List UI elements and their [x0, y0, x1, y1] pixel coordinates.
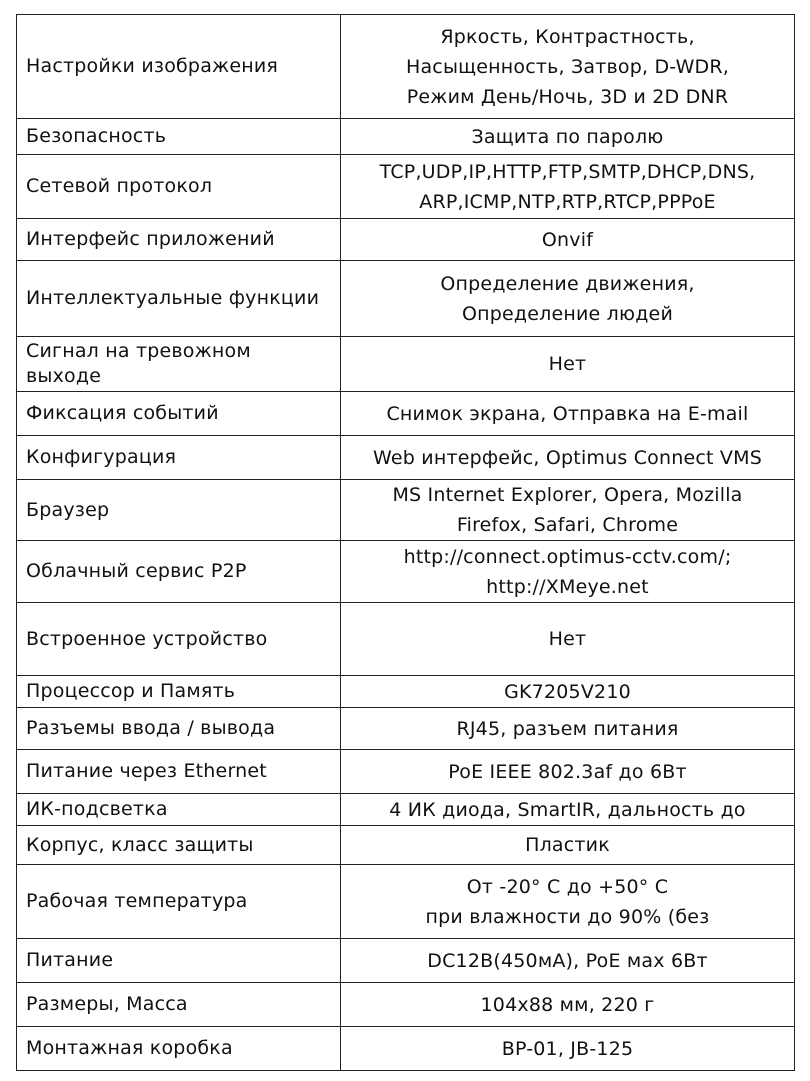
table-row — [17, 337, 795, 392]
row-label: Разъемы ввода / вывода — [17, 708, 341, 750]
row-value — [341, 155, 795, 219]
row-value — [341, 119, 795, 155]
value-line: RJ45, разъем питания — [456, 717, 679, 740]
value-lines — [347, 22, 788, 112]
row-value — [341, 480, 795, 541]
table-row — [17, 983, 795, 1027]
value-line: при влажности до 90% (без — [425, 905, 710, 928]
value-lines — [347, 157, 788, 217]
table-row — [17, 392, 795, 436]
row-label: Размеры, Масса — [17, 983, 341, 1027]
row-value — [341, 939, 795, 983]
value-lines — [347, 830, 788, 860]
row-label: Монтажная коробка — [17, 1027, 341, 1071]
table-row — [17, 155, 795, 219]
row-label: Сигнал на тревожном выходе — [17, 337, 341, 392]
row-label: Сетевой протокол — [17, 155, 341, 219]
row-label: Встроенное устройство — [17, 603, 341, 676]
table-row — [17, 750, 795, 794]
value-line: Нет — [548, 628, 587, 650]
spec-table-body — [17, 15, 795, 1071]
row-label: Питание через Ethernet — [17, 750, 341, 794]
value-line: Пластик — [525, 834, 610, 856]
row-label: Питание — [17, 939, 341, 983]
row-label: Процессор и Память — [17, 676, 341, 708]
row-value — [341, 392, 795, 436]
table-row — [17, 261, 795, 337]
value-line: http://connect.optimus-cctv.com/; — [403, 545, 732, 568]
row-label: Браузер — [17, 480, 341, 541]
value-line: MS Internet Explorer, Opera, Mozilla — [392, 484, 743, 506]
row-value — [341, 794, 795, 826]
row-value — [341, 219, 795, 261]
row-value — [341, 261, 795, 337]
row-value — [341, 436, 795, 480]
value-line: GK7205V210 — [504, 680, 631, 703]
value-line: PoE IEEE 802.3af до 6Вт — [448, 760, 687, 783]
value-line: Защита по паролю — [471, 125, 664, 148]
table-row — [17, 865, 795, 939]
value-lines — [347, 990, 788, 1020]
value-line: Снимок экрана, Отправка на E-mail — [386, 402, 749, 425]
table-row — [17, 119, 795, 155]
spec-table — [16, 14, 795, 1071]
table-row — [17, 15, 795, 119]
row-value — [341, 676, 795, 708]
table-row — [17, 219, 795, 261]
value-lines — [347, 872, 788, 932]
row-value — [341, 983, 795, 1027]
value-line: http://XMeye.net — [486, 575, 649, 598]
value-line: Режим День/Ночь, 3D и 2D DNR — [406, 85, 729, 108]
row-label: Фиксация событий — [17, 392, 341, 436]
row-label: Облачный сервис P2P — [17, 541, 341, 603]
row-label: Рабочая температура — [17, 865, 341, 939]
table-row — [17, 939, 795, 983]
value-lines — [347, 480, 788, 540]
table-row — [17, 541, 795, 603]
value-lines — [347, 757, 788, 787]
row-value — [341, 15, 795, 119]
value-lines — [347, 1034, 788, 1064]
value-lines — [347, 269, 788, 329]
table-row — [17, 436, 795, 480]
value-line: Onvif — [541, 228, 594, 251]
row-label: Настройки изображения — [17, 15, 341, 119]
value-lines — [347, 225, 788, 255]
value-lines — [347, 714, 788, 744]
table-row — [17, 826, 795, 865]
value-lines — [347, 677, 788, 707]
row-value — [341, 1027, 795, 1071]
table-row — [17, 676, 795, 708]
value-lines — [347, 399, 788, 429]
row-value — [341, 708, 795, 750]
row-label: Безопасность — [17, 119, 341, 155]
value-line: Определение людей — [462, 302, 673, 325]
value-line: Firefox, Safari, Chrome — [456, 514, 679, 536]
row-label: Корпус, класс защиты — [17, 826, 341, 865]
value-line: TCP,UDP,IP,HTTP,FTP,SMTP,DHCP,DNS, — [379, 160, 756, 183]
row-value — [341, 603, 795, 676]
value-lines — [347, 946, 788, 976]
row-label: Интеллектуальные функции — [17, 261, 341, 337]
value-line: BP-01, JB-125 — [501, 1037, 634, 1060]
row-value — [341, 337, 795, 392]
row-value — [341, 865, 795, 939]
value-line: Web интерфейс, Optimus Connect VMS — [373, 446, 762, 469]
value-line: ARP,ICMP,NTP,RTP,RTCP,PPPoE — [419, 190, 716, 213]
value-lines — [347, 349, 788, 379]
row-value — [341, 826, 795, 865]
value-line: От -20° С до +50° С — [466, 875, 669, 898]
value-lines — [347, 443, 788, 473]
table-row — [17, 603, 795, 676]
table-row — [17, 708, 795, 750]
value-line: Насыщенность, Затвор, D-WDR, — [405, 55, 730, 78]
value-lines — [347, 624, 788, 654]
row-label: ИК-подсветка — [17, 794, 341, 826]
value-lines — [347, 795, 788, 825]
value-line: Определение движения, — [440, 272, 695, 295]
table-row — [17, 794, 795, 826]
value-lines — [347, 542, 788, 602]
row-value — [341, 750, 795, 794]
table-row — [17, 480, 795, 541]
row-label: Интерфейс приложений — [17, 219, 341, 261]
row-value — [341, 541, 795, 603]
table-row — [17, 1027, 795, 1071]
value-line: DC12В(450мА), PoE мах 6Вт — [427, 949, 708, 972]
value-line: Яркость, Контрастность, — [440, 25, 695, 48]
value-line: Нет — [548, 353, 587, 375]
value-lines — [347, 122, 788, 152]
row-label: Конфигурация — [17, 436, 341, 480]
value-line: 4 ИК диода, SmartIR, дальность до — [389, 798, 746, 821]
value-line: 104х88 мм, 220 г — [480, 993, 655, 1016]
